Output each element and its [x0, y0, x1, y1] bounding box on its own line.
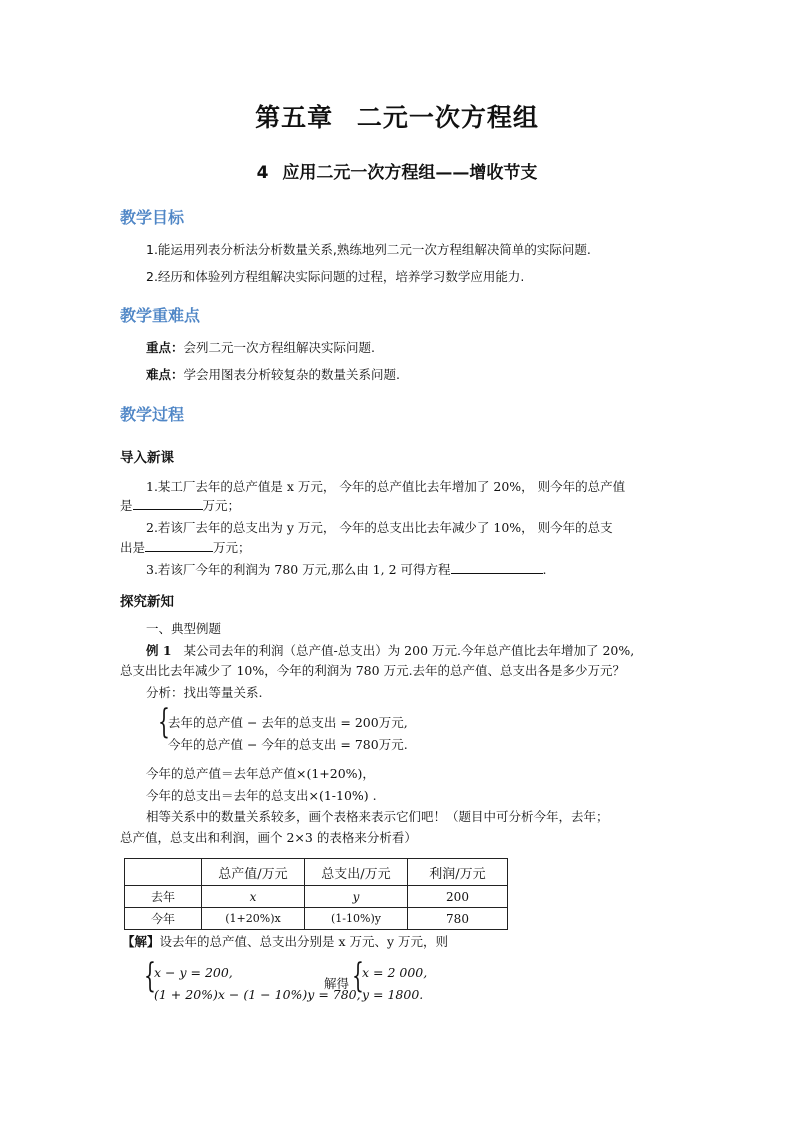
- section-heading-key-points: 教学重难点: [120, 306, 201, 325]
- analysis-table: [124, 858, 508, 930]
- answer-blank-2[interactable]: [145, 539, 213, 552]
- table-cell: (1+20%)x: [202, 908, 305, 930]
- answer-blank-1[interactable]: [133, 497, 203, 510]
- subheading-explore: 探究新知: [120, 594, 174, 610]
- intro-q3-text: 3.若该厂今年的利润为 780 万元,那么由 1, 2 可得方程: [146, 562, 451, 577]
- solution-line: [122, 933, 448, 951]
- table-cell: 200: [408, 886, 508, 908]
- difficulty-line: [146, 366, 400, 384]
- system-eq-1: x − y = 200,: [154, 965, 233, 980]
- table-cell: 780: [408, 908, 508, 930]
- chapter-title: 第五章 二元一次方程组: [255, 103, 539, 132]
- example-line-1: [146, 642, 634, 660]
- intro-question-3: [146, 561, 547, 579]
- part-label: 一、典型例题: [146, 621, 222, 636]
- relation-line-1: 去年的总产值 − 去年的总支出 = 200万元,: [168, 715, 408, 730]
- focus-text: 会列二元一次方程组解决实际问题.: [183, 340, 375, 355]
- equation-line-2: 今年的总支出＝去年的总支出×(1-10%) .: [146, 788, 377, 803]
- intro-q1-suffix: 万元；: [202, 498, 241, 513]
- answer-blank-3[interactable]: [451, 561, 543, 574]
- intro-q1-prefix: 是: [120, 498, 133, 513]
- goal-item-2: 2.经历和体验列方程组解决实际问题的过程，培养学习数学应用能力.: [146, 269, 525, 284]
- table-cell: 去年: [125, 886, 202, 908]
- table-header-cell: [125, 859, 202, 886]
- section-heading-goals: 教学目标: [120, 208, 185, 227]
- table-header-cell: 总产值/万元: [202, 859, 305, 886]
- equation-line-1: 今年的总产值＝去年总产值×(1+20%)，: [146, 766, 375, 781]
- note-line-2: 总产值，总支出和利润，画个 2×3 的表格来分析看）: [120, 830, 417, 845]
- lesson-title: 4 应用二元一次方程组——增收节支: [256, 163, 538, 183]
- example-label: 例 1: [146, 643, 172, 658]
- difficulty-label: 难点：: [146, 367, 184, 382]
- solution-label: 【解】: [122, 934, 160, 949]
- solution-text: 设去年的总产值、总支出分别是 x 万元、y 万元，则: [159, 934, 449, 949]
- system-brace-right: {: [352, 956, 364, 996]
- table-row: [125, 886, 508, 908]
- analysis-line: 分析：找出等量关系.: [146, 685, 263, 700]
- relation-brace: {: [158, 702, 170, 742]
- note-line-1: 相等关系中的数量关系较多，画个表格来表示它们吧！（题目中可分析今年，去年；: [146, 809, 609, 824]
- table-cell: 今年: [125, 908, 202, 930]
- table-cell: (1-10%)y: [305, 908, 408, 930]
- intro-q2-prefix: 出是: [120, 540, 146, 555]
- system-brace-left: {: [144, 956, 156, 996]
- intro-question-2b: [120, 539, 251, 557]
- intro-q2-suffix: 万元；: [213, 540, 251, 555]
- table-header-cell: 利润/万元: [408, 859, 508, 886]
- intro-q3-suffix: .: [542, 562, 547, 577]
- table-header-cell: 总支出/万元: [305, 859, 408, 886]
- table-row: [125, 908, 508, 930]
- subheading-intro: 导入新课: [120, 450, 174, 466]
- intro-question-1a: 1.某工厂去年的总产值是 x 万元， 今年的总产值比去年增加了 20%， 则今年的总产值: [146, 479, 626, 494]
- section-heading-process: 教学过程: [120, 405, 185, 424]
- difficulty-text: 学会用图表分析较复杂的数量关系问题.: [183, 367, 400, 382]
- intro-question-1b: [120, 497, 240, 515]
- relation-line-2: 今年的总产值 − 今年的总支出 = 780万元.: [168, 737, 408, 752]
- solution-x: x = 2 000,: [362, 965, 428, 980]
- solve-word: 解得: [324, 976, 350, 991]
- table-cell: x: [202, 886, 305, 908]
- example-line-2: 总支出比去年减少了 10%，今年的利润为 780 万元.去年的总产值、总支出各是多少万元？: [120, 663, 626, 678]
- table-header-row: [125, 859, 508, 886]
- system-eq-2: (1 + 20%)x − (1 − 10%)y = 780,: [154, 987, 361, 1002]
- focus-line: [146, 339, 375, 357]
- table-cell: y: [305, 886, 408, 908]
- intro-question-2a: 2.若该厂去年的总支出为 y 万元， 今年的总支出比去年减少了 10%， 则今年的总支: [146, 520, 613, 535]
- focus-label: 重点：: [146, 340, 184, 355]
- solution-y: y = 1800.: [362, 987, 424, 1002]
- goal-item-1: 1.能运用列表分析法分析数量关系,熟练地列二元一次方程组解决简单的实际问题.: [146, 242, 591, 257]
- example-text-1: 某公司去年的利润（总产值-总支出）为 200 万元.今年总产值比去年增加了 20%,: [183, 643, 635, 658]
